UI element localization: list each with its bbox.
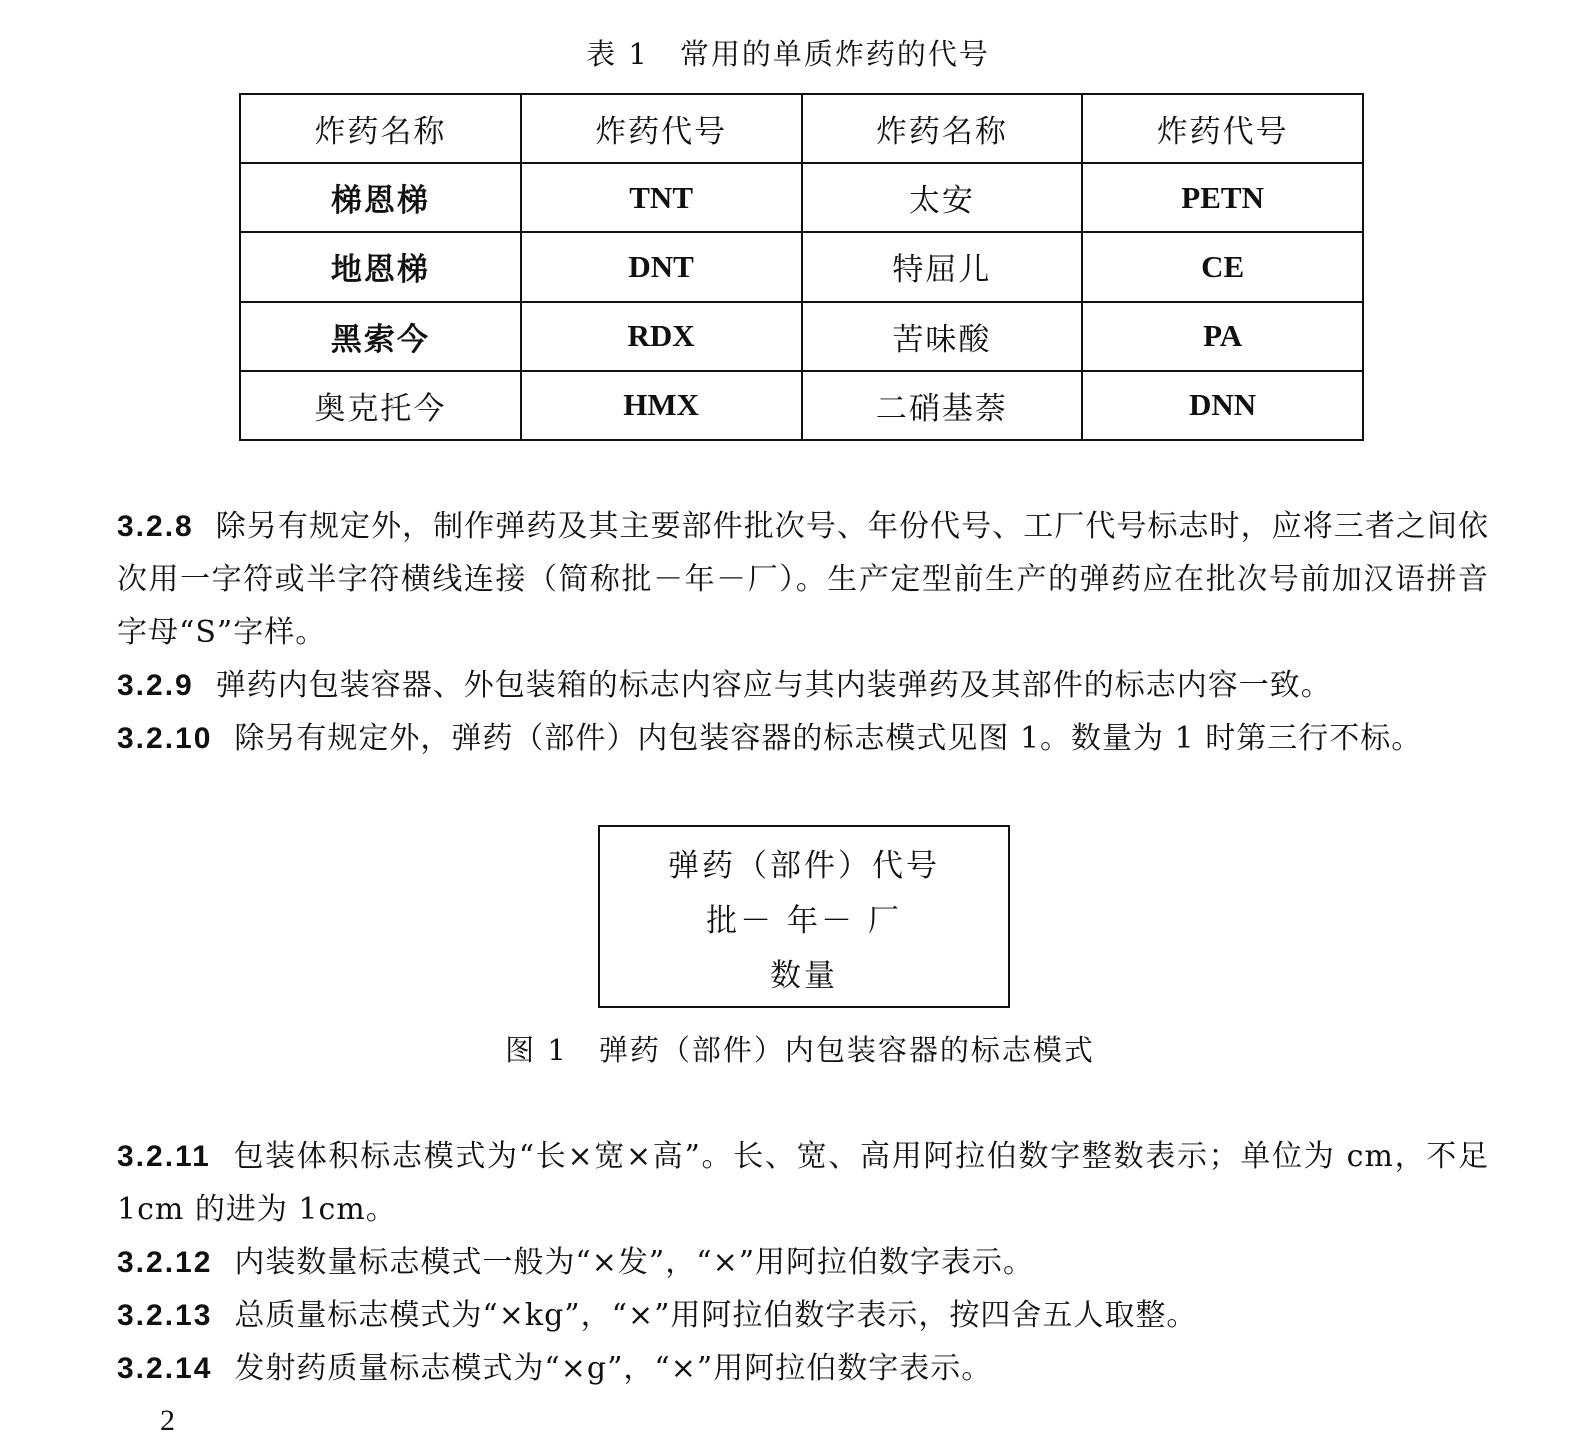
table-row bbox=[240, 371, 1363, 440]
header-cell: 炸药名称 bbox=[802, 94, 1083, 163]
clause-number: 3.2.14 bbox=[117, 1352, 213, 1385]
explosive-name: 梯恩梯 bbox=[240, 163, 521, 232]
clause-text: 发射药质量标志模式为“×g”，“×”用阿拉伯数字表示。 bbox=[234, 1351, 993, 1386]
table-row bbox=[240, 232, 1363, 301]
clause-text: 除另有规定外，弹药（部件）内包装容器的标志模式见图 1。数量为 1 时第三行不标。 bbox=[234, 721, 1423, 756]
table-row bbox=[240, 302, 1363, 371]
clause-number: 3.2.10 bbox=[117, 722, 213, 755]
explosive-code: PETN bbox=[1082, 163, 1363, 232]
explosive-code: DNN bbox=[1082, 371, 1363, 440]
explosive-name: 二硝基萘 bbox=[802, 371, 1083, 440]
clause-3-2-14 bbox=[117, 1342, 1489, 1395]
clause-text: 内装数量标志模式一般为“×发”，“×”用阿拉伯数字表示。 bbox=[234, 1245, 1035, 1280]
clause-text: 总质量标志模式为“×kg”，“×”用阿拉伯数字表示，按四舍五人取整。 bbox=[234, 1298, 1198, 1333]
explosive-code: RDX bbox=[521, 302, 802, 371]
clause-number: 3.2.11 bbox=[117, 1140, 211, 1173]
clause-text: 除另有规定外，制作弹药及其主要部件批次号、年份代号、工厂代号标志时，应将三者之间依次用一字符或半字符横线连接（简称批－年－厂）。生产定型前生产的弹药应在批次号前加汉语拼音字母“S”字样。 bbox=[117, 509, 1489, 650]
clause-3-2-10 bbox=[117, 712, 1489, 765]
clause-3-2-13 bbox=[117, 1289, 1489, 1342]
clause-3-2-12 bbox=[117, 1236, 1489, 1289]
figure-line: 数量 bbox=[770, 958, 838, 994]
header-cell: 炸药代号 bbox=[1082, 94, 1363, 163]
explosive-code: HMX bbox=[521, 371, 802, 440]
explosive-code: CE bbox=[1082, 232, 1363, 301]
marking-pattern-figure bbox=[598, 825, 1010, 1008]
explosive-name: 黑索今 bbox=[240, 302, 521, 371]
clause-text: 弹药内包装容器、外包装箱的标志内容应与其内装弹药及其部件的标志内容一致。 bbox=[215, 668, 1332, 703]
explosive-code: DNT bbox=[521, 232, 802, 301]
explosive-name: 太安 bbox=[802, 163, 1083, 232]
explosive-name: 奥克托今 bbox=[240, 371, 521, 440]
explosive-code: PA bbox=[1082, 302, 1363, 371]
table-row bbox=[240, 163, 1363, 232]
figure-line: 弹药（部件）代号 bbox=[668, 848, 940, 884]
clause-number: 3.2.12 bbox=[117, 1246, 213, 1279]
figure-caption: 图 1 弹药（部件）内包装容器的标志模式 bbox=[505, 1033, 1095, 1067]
page-number: 2 bbox=[160, 1404, 175, 1437]
explosive-name: 地恩梯 bbox=[240, 232, 521, 301]
explosive-name: 特屈儿 bbox=[802, 232, 1083, 301]
clause-number: 3.2.8 bbox=[117, 510, 194, 543]
clause-3-2-8 bbox=[117, 500, 1489, 659]
clause-3-2-9 bbox=[117, 659, 1489, 712]
table-caption: 表 1 常用的单质炸药的代号 bbox=[586, 37, 990, 71]
clause-3-2-11 bbox=[117, 1130, 1489, 1236]
header-cell: 炸药代号 bbox=[521, 94, 802, 163]
table-header-row bbox=[240, 94, 1363, 163]
explosive-code: TNT bbox=[521, 163, 802, 232]
figure-line: 批－ 年－ 厂 bbox=[706, 903, 902, 939]
explosive-name: 苦味酸 bbox=[802, 302, 1083, 371]
explosive-codes-table bbox=[239, 93, 1364, 441]
clause-number: 3.2.13 bbox=[117, 1299, 213, 1332]
clause-number: 3.2.9 bbox=[117, 669, 194, 702]
header-cell: 炸药名称 bbox=[240, 94, 521, 163]
clause-text: 包装体积标志模式为“长×宽×高”。长、宽、高用阿拉伯数字整数表示；单位为 cm，不足 1cm 的进为 1cm。 bbox=[117, 1139, 1489, 1227]
